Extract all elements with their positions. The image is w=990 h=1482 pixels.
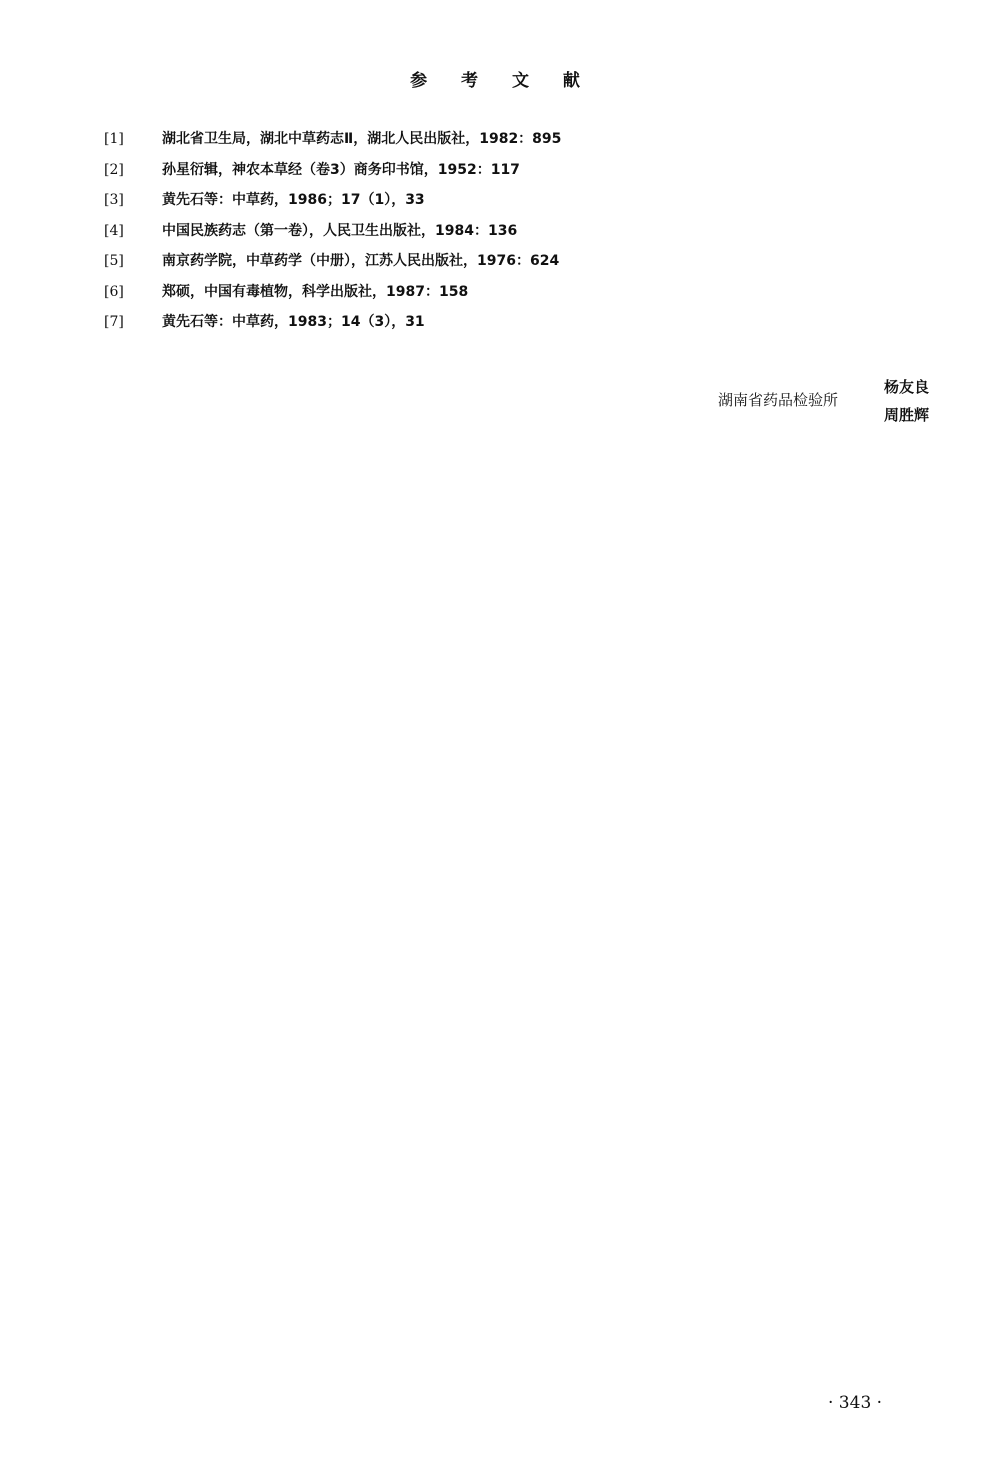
reference-item — [104, 187, 924, 218]
reference-text: 黄先石等：中草药，1986；17（1），33 — [162, 192, 425, 208]
reference-number: [2] — [104, 161, 124, 178]
reference-number: [7] — [104, 314, 124, 330]
reference-text: 南京药学院，中草药学（中册），江苏人民出版社，1976：624 — [162, 253, 560, 269]
reference-item — [104, 248, 924, 279]
reference-text: 中国民族药志（第一卷），人民卫生出版社，1984：136 — [162, 222, 518, 239]
reference-item — [104, 309, 924, 340]
reference-text: 郑硕，中国有毒植物，科学出版社，1987：158 — [162, 283, 469, 300]
reference-number: [3] — [104, 192, 124, 208]
reference-item — [104, 126, 924, 157]
author-name: 杨友良 — [884, 378, 930, 396]
author-affiliation: 湖南省药品检验所 — [718, 391, 839, 409]
author-block — [884, 373, 929, 429]
page-number: · 343 · — [828, 1393, 883, 1413]
reference-item — [104, 279, 924, 310]
reference-number: [6] — [104, 283, 124, 300]
reference-number: [4] — [104, 222, 124, 239]
reference-number: [1] — [104, 131, 124, 147]
reference-text: 黄先石等：中草药，1983；14（3），31 — [162, 314, 425, 330]
reference-list — [104, 126, 924, 340]
reference-text: 孙星衍辑，神农本草经（卷3）商务印书馆，1952：117 — [162, 161, 520, 178]
references-heading: 参 考 文 献 — [410, 71, 594, 91]
reference-number: [5] — [104, 253, 124, 269]
reference-item — [104, 218, 924, 249]
reference-item — [104, 157, 924, 188]
reference-text: 湖北省卫生局，湖北中草药志Ⅱ，湖北人民出版社，1982：895 — [162, 131, 562, 147]
author-name: 周胜辉 — [884, 406, 930, 424]
